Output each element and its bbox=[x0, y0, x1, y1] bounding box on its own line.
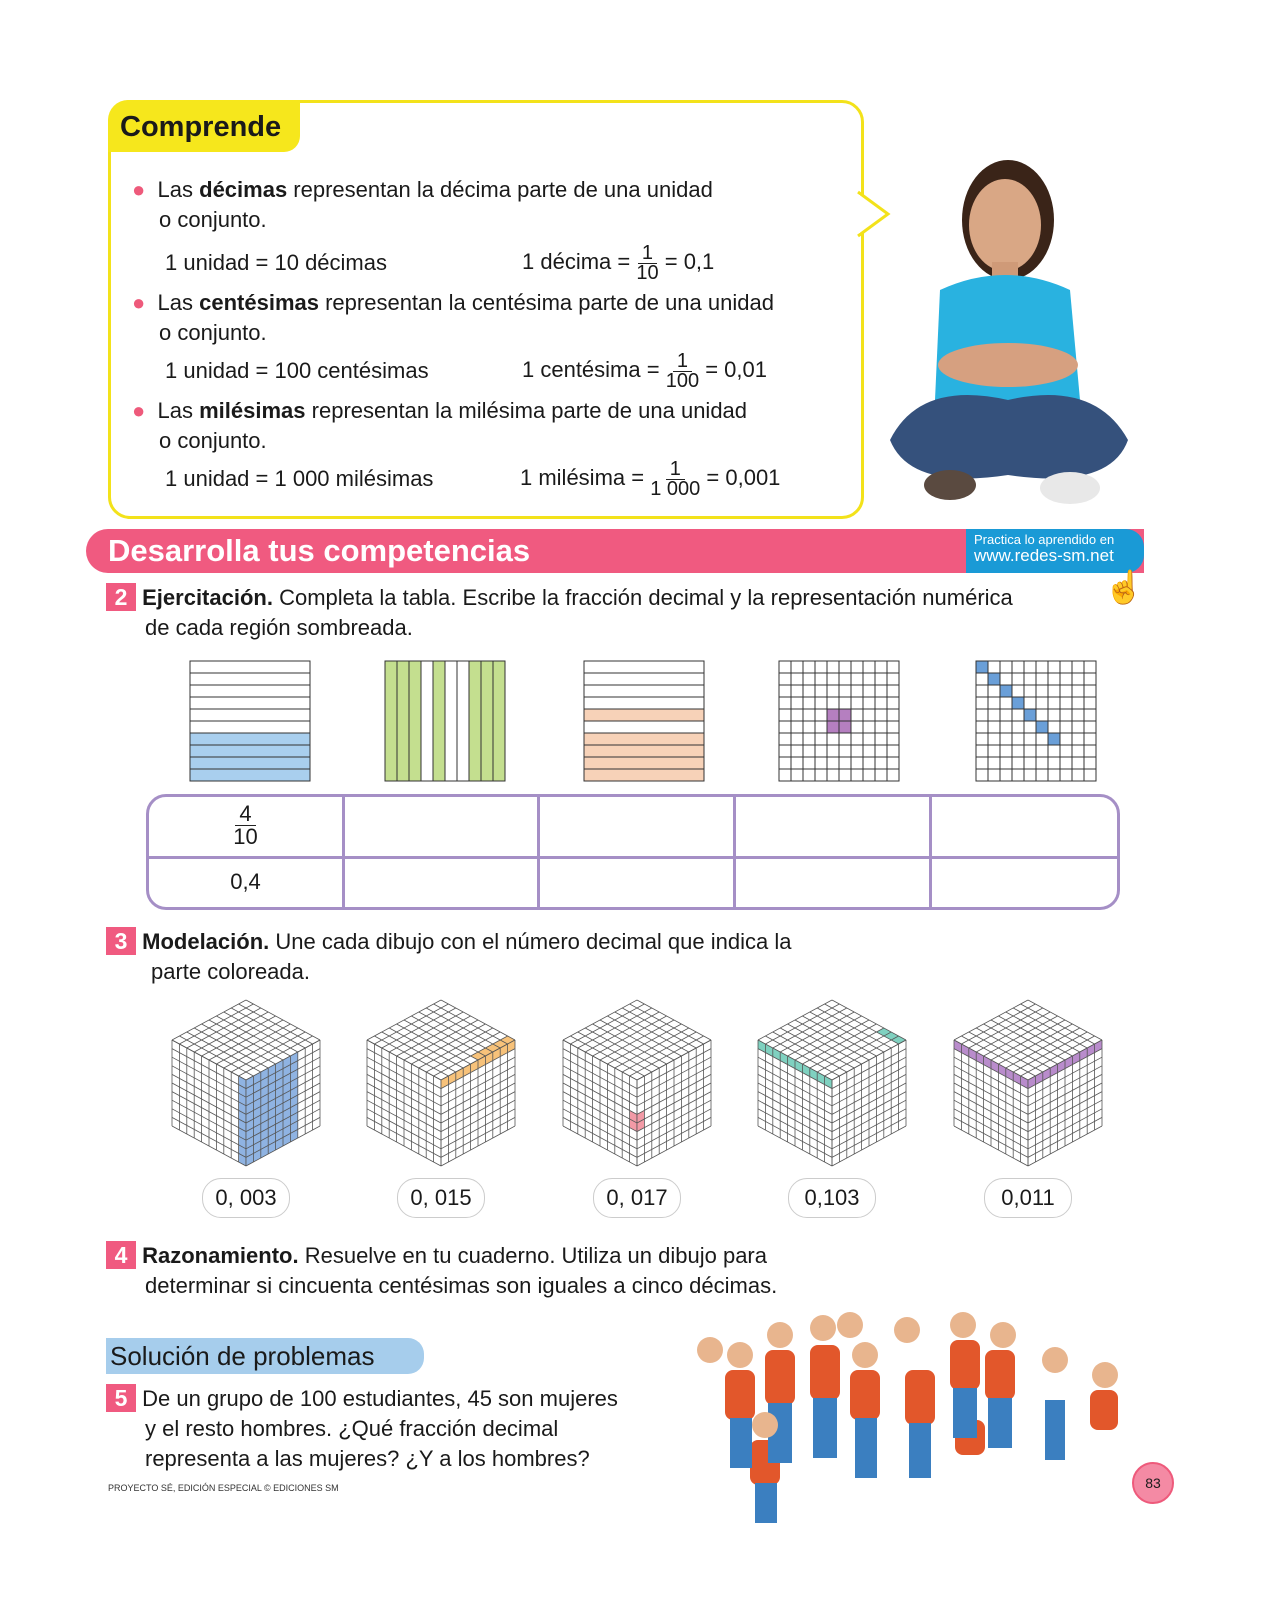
comprende-title: Comprende bbox=[108, 100, 300, 152]
shaded-region bbox=[1012, 697, 1024, 709]
shaded-region bbox=[481, 661, 493, 781]
shaded-region bbox=[839, 709, 851, 721]
shaded-region bbox=[469, 661, 481, 781]
shaded-grid bbox=[778, 660, 900, 782]
shaded-region bbox=[584, 757, 704, 769]
page-number: 83 bbox=[1132, 1462, 1174, 1504]
shaded-region bbox=[493, 661, 505, 781]
shaded-region bbox=[827, 709, 839, 721]
shaded-grid bbox=[975, 660, 1097, 782]
solucion-title: Solución de problemas bbox=[106, 1338, 424, 1374]
bullet-milesimas: ● Las milésimas representan la milésima parte de una unidad o conjunto. bbox=[132, 398, 748, 453]
shaded-region bbox=[190, 757, 310, 769]
fraction-cell: $\frac{4}{10}$ bbox=[233, 801, 258, 849]
shaded-region bbox=[1048, 733, 1060, 745]
decimal-option[interactable]: 0, 015 bbox=[397, 1178, 485, 1218]
equation: 1 unidad = 1 000 milésimas bbox=[165, 466, 434, 491]
shaded-region bbox=[397, 661, 409, 781]
web-link-caption: Practica lo aprendido en bbox=[974, 532, 1115, 547]
exercise-5: 5 De un grupo de 100 estudiantes, 45 son mujeres y el resto hombres. ¿Qué fracción decimal representa a las mujeres? ¿Y a los hombres? bbox=[106, 1384, 618, 1474]
shaded-grid bbox=[583, 660, 705, 782]
exercise-4: 4 Razonamiento. Resuelve en tu cuaderno. Utiliza un dibujo para determinar si cincuenta centésimas son iguales a cinco décimas. bbox=[106, 1241, 777, 1301]
decimal-option[interactable]: 0, 003 bbox=[202, 1178, 290, 1218]
shaded-region bbox=[584, 709, 704, 721]
shaded-region bbox=[584, 733, 704, 745]
decimal-option[interactable]: 0,011 bbox=[984, 1178, 1072, 1218]
shaded-region bbox=[1000, 685, 1012, 697]
cubes-figure bbox=[0, 990, 1263, 1175]
shaded-region bbox=[839, 721, 851, 733]
equation: 1 unidad = 10 décimas bbox=[165, 250, 387, 275]
shaded-region bbox=[988, 673, 1000, 685]
pointer-hand-icon: ☝ bbox=[1104, 569, 1144, 605]
web-link-box[interactable] bbox=[966, 529, 1144, 573]
bullet-decimas: ● Las décimas representan la décima parte de una unidad o conjunto. bbox=[132, 177, 713, 232]
shaded-region bbox=[1036, 721, 1048, 733]
decimal-cube bbox=[954, 1000, 1102, 1166]
equation-fraction: 1 décima = $\frac{1}{10}$ = 0,1 bbox=[522, 241, 715, 284]
decimal-cube bbox=[172, 1000, 320, 1166]
exercise-3: 3 Modelación. Une cada dibujo con el número decimal que indica la parte coloreada. bbox=[106, 927, 791, 987]
shaded-region bbox=[190, 745, 310, 757]
footer-credit: PROYECTO SÉ, EDICIÓN ESPECIAL © EDICIONES SM bbox=[108, 1483, 339, 1493]
answer-table bbox=[146, 794, 1120, 910]
shaded-grid bbox=[384, 660, 506, 782]
shaded-region bbox=[584, 745, 704, 757]
equation-fraction: 1 milésima = $\frac{1}{1 000}$ = 0,001 bbox=[520, 457, 781, 500]
shaded-region bbox=[584, 769, 704, 781]
shaded-region bbox=[1024, 709, 1036, 721]
section-title: Desarrolla tus competencias bbox=[108, 533, 531, 568]
table-divider bbox=[149, 856, 1117, 859]
decimal-cell: 0,4 bbox=[230, 869, 261, 894]
bullet-centesimas: ● Las centésimas representan la centésima parte de una unidad o conjunto. bbox=[132, 290, 774, 345]
equation: 1 unidad = 100 centésimas bbox=[165, 358, 429, 383]
shaded-region bbox=[827, 721, 839, 733]
decimal-cube bbox=[563, 1000, 711, 1166]
shaded-region bbox=[976, 661, 988, 673]
decimal-cube bbox=[367, 1000, 515, 1166]
equation-fraction: 1 centésima = $\frac{1}{100}$ = 0,01 bbox=[522, 349, 767, 392]
shaded-region bbox=[190, 769, 310, 781]
decimal-cube bbox=[758, 1000, 906, 1166]
girl-photo bbox=[880, 150, 1140, 520]
students-illustration bbox=[685, 1300, 1145, 1530]
exercise-2: 2 Ejercitación. Completa la tabla. Escribe la fracción decimal y la representación numérica de cada región sombreada. bbox=[106, 583, 1013, 643]
web-link-url[interactable]: www.redes-sm.net bbox=[974, 546, 1114, 565]
shaded-region bbox=[409, 661, 421, 781]
shaded-grid bbox=[189, 660, 311, 782]
shaded-region bbox=[190, 733, 310, 745]
shaded-region bbox=[433, 661, 445, 781]
decimal-option[interactable]: 0, 017 bbox=[593, 1178, 681, 1218]
decimal-option[interactable]: 0,103 bbox=[788, 1178, 876, 1218]
shaded-region bbox=[385, 661, 397, 781]
